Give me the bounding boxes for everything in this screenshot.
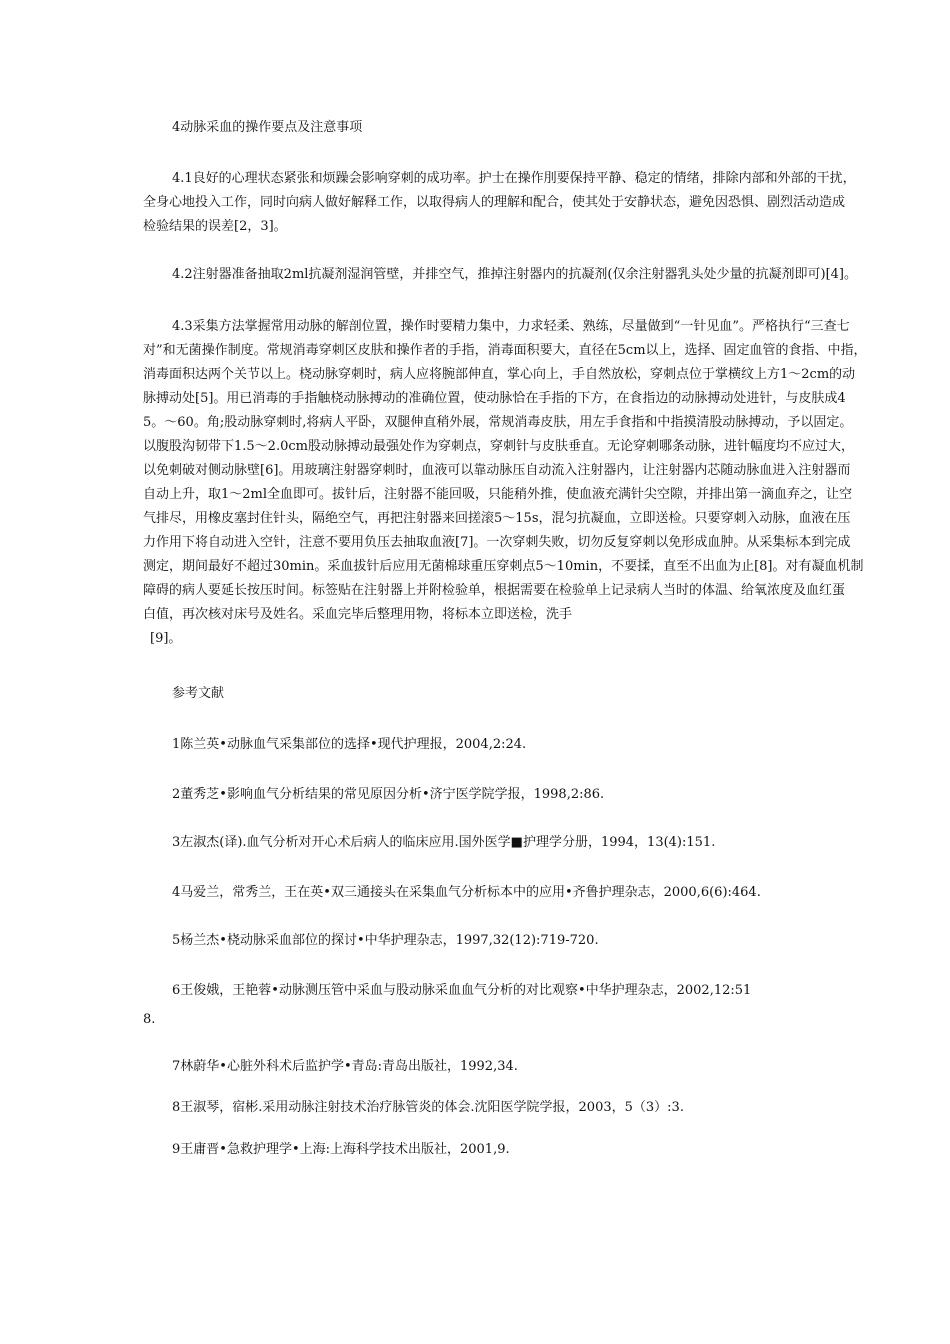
- paragraph-4-2: 4.2注射器准备抽取2ml抗凝剂湿润管壁，并排空气，推掉注射器内的抗凝剂(仅余注射器乳头处少量的抗凝剂即可)[4]。: [172, 267, 857, 282]
- section-heading: 4动脉采血的操作要点及注意事项: [172, 120, 363, 135]
- reference-item: 1陈兰英•动脉血气采集部位的选择•现代护理报，2004,2:24.: [172, 737, 527, 752]
- reference-item: 4马爱兰，常秀兰，王在英•双三通接头在采集血气分析标本中的应用•齐鲁护理杂志，2000,6(6):464.: [172, 885, 761, 900]
- paragraph-4-3: [143, 315, 867, 651]
- paragraph-line: 检验结果的误差[2，3]。: [143, 219, 287, 234]
- reference-item: 9王庸晋•急救护理学•上海:上海科学技术出版社，2001,9.: [172, 1142, 510, 1157]
- paragraph-line: 4.3采集方法掌握常用动脉的解剖位置，操作时要精力集中，力求轻柔、熟练，尽量做到“一针见血”。严格执行“三查七: [172, 319, 850, 334]
- paragraph-line: 5。～60。角;股动脉穿刺时,将病人平卧，双腿伸直稍外展，常规消毒皮肤，用左手食指和中指摸清股动脉搏动，予以固定。: [143, 415, 853, 430]
- reference-item: 5杨兰杰•桡动脉采血部位的探讨•中华护理杂志，1997,32(12):719-720.: [172, 933, 599, 948]
- paragraph-line: 以腹股沟韧带下1.5～2.0cm股动脉搏动最强处作为穿刺点，穿刺针与皮肤垂直。无论穿刺哪条动脉，进针幅度均不应过大，: [143, 439, 854, 454]
- reference-item: 8王淑琴，宿彬.采用动脉注射技术治疗脉管炎的体会.沈阳医学院学报，2003，5（3）:3.: [172, 1100, 684, 1115]
- paragraph-line: 以免刺破对侧动脉壁[6]。用玻璃注射器穿刺时，血液可以靠动脉压自动流入注射器内，让注射器内芯随动脉血进入注射器而: [143, 463, 851, 478]
- paragraph-line: 气排尽，用橡皮塞封住针头，隔绝空气，再把注射器来回搓滚5～15s，混匀抗凝血，立即送检。只要穿刺入动脉，血液在压: [143, 511, 851, 526]
- paragraph-line: 全身心地投入工作，同时向病人做好解释工作，以取得病人的理解和配合，使其处于安静状态，避免因恐惧、剧烈活动造成: [143, 195, 846, 210]
- paragraph-line: 4.1良好的心理状态紧张和烦躁会影响穿刺的成功率。护士在操作刖要保持平静、稳定的情绪，排除内部和外部的干扰，: [172, 171, 856, 186]
- paragraph-line: 消毒面积达两个关节以上。桡动脉穿刺时，病人应将腕部伸直，掌心向上，手自然放松，穿刺点位于掌横纹上方1～2cm的动: [143, 367, 856, 382]
- paragraph-4-1: [143, 167, 856, 239]
- paragraph-line: 自动上升，取1～2ml全血即可。拔针后，注射器不能回吸，只能稍外推，使血液充满针尖空隙，并排出第一滴血弃之，让空: [143, 487, 853, 502]
- paragraph-line: 障碍的病人要延长按压时间。标签贴在注射器上并附检验单，根据需要在检验单上记录病人当时的体温、给氧浓度及血红蛋: [143, 583, 846, 598]
- paragraph-line: 脉搏动处[5]。用已消毒的手指触桡动脉搏动的准确位置，使动脉恰在手指的下方，在食指边的动脉搏动处进针，与皮肤成4: [143, 391, 846, 406]
- paragraph-line: 对”和无菌操作制度。常规消毒穿刺区皮肤和操作者的手指，消毒面积要大，直径在5cm以上，选择、固定血管的食指、中指，: [143, 343, 867, 358]
- reference-item: 2董秀芝•影响血气分析结果的常见原因分析•济宁医学院学报，1998,2:86.: [172, 787, 605, 802]
- paragraph-line: 白值，再次核对床号及姓名。采血完毕后整理用物，将标本立即送检，洗手: [143, 607, 573, 622]
- references-heading: 参考文献: [172, 686, 225, 701]
- reference-item: 7林蔚华•心脏外科术后监护学•青岛:青岛出版社，1992,34.: [172, 1059, 518, 1074]
- paragraph-line: 力作用下将自动进入空针，注意不要用负压去抽取血液[7]。一次穿刺失败，切勿反复穿刺以免形成血肿。从采集标本到完成: [143, 535, 851, 550]
- reference-item: 3左淑杰(译).血气分析对开心术后病人的临床应用.国外医学■护理学分册，1994，13(4):151.: [172, 835, 716, 850]
- paragraph-line: [9]。: [150, 631, 182, 646]
- reference-item-continuation: 8.: [143, 1012, 156, 1027]
- paragraph-line: 测定，期间最好不超过30min。采血拔针后应用无菌棉球重压穿刺点5～10min，不要揉，直至不出血为止[8]。对有凝血机制: [143, 559, 864, 574]
- reference-item: 6王俊娥，王艳蓉•动脉测压管中采血与股动脉采血血气分析的对比观察•中华护理杂志，2002,12:51: [172, 983, 752, 998]
